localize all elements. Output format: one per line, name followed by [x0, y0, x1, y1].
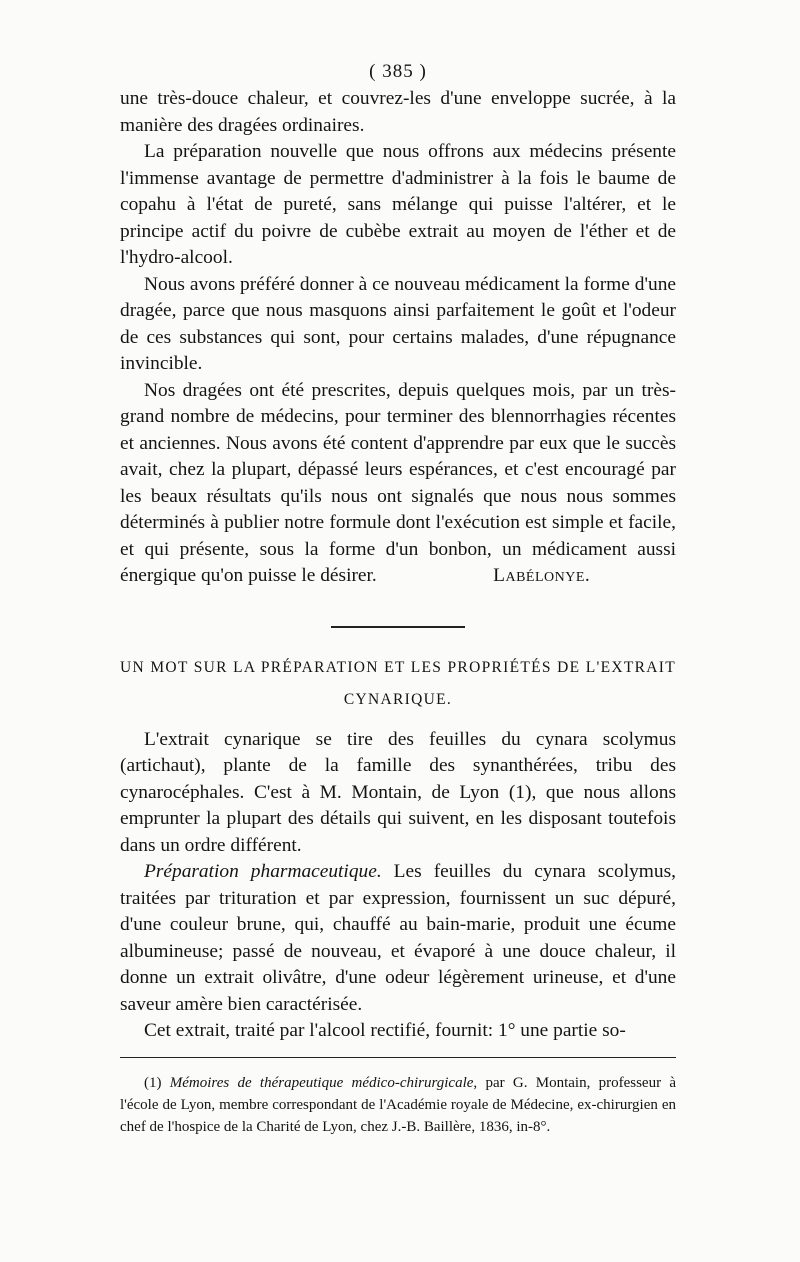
section-divider [331, 626, 465, 628]
paragraph-text: Les feuilles du cynara scolymus, traitées par trituration et par expression, fournissent un suc dépuré, d'une couleur brune, qui, chauffé au bain-marie, produit une écume albumineuse; passé de nouveau, et évaporé à une douce chaleur, il donne un extrait olivâtre, d'une odeur légèrement urineuse, et d'une saveur amère bien caractérisée. [120, 861, 676, 1015]
footnote-divider [120, 1057, 676, 1058]
section-title-continued: CYNARIQUE. [343, 690, 453, 708]
footnote [120, 1072, 676, 1138]
footnote-marker: (1) [144, 1074, 170, 1091]
paragraph: Nous avons préféré donner à ce nouveau médicament la forme d'une dragée, parce que nous masquons ainsi parfaitement le goût et l'odeur de ces substances qui sont, pour certains malades, d'une répugnance invincible. [120, 273, 676, 374]
paragraph: une très-douce chaleur, et couvrez-les d'une enveloppe sucrée, à la manière des dragées ordinaires. [120, 88, 676, 136]
paragraph-text: Nos dragées ont été prescrites, depuis quelques mois, par un très-grand nombre de médecins, pour terminer des blennorrhagies récentes et anciennes. Nous avons été content d'apprendre par eux que le succès avait, chez la plupart, dépassé leurs espérances, et c'est encouragé par les beaux résultats qu'ils nous ont signalés que nous nous sommes déterminés à publier notre formule dont l'exécution est simple et facile, et qui présente, sous la forme d'un bonbon, un médicament aussi énergique qu'on puisse le désirer. [120, 379, 676, 586]
paragraph-lead: Préparation pharmaceutique. [144, 861, 382, 882]
paragraph: L'extrait cynarique se tire des feuilles du cynara scolymus (artichaut), plante de la famille des synanthérées, tribu des cynarocéphales. C'est à M. Montain, de Lyon (1), que nous allons emprunter la plupart des détails qui suivent, en les disposant toutefois dans un ordre différent. [120, 728, 676, 856]
section-title: UN MOT SUR LA PRÉPARATION ET LES PROPRIÉTÉS DE L'EXTRAIT [120, 658, 676, 676]
footnote-text: , par G. Montain, professeur à l'école de Lyon, membre correspondant de l'Académie royale de Médecine, ex-chirurgien en chef de l'hospice de la Charité de Lyon, chez J.-B. Baillère, 1836, in-8°. [120, 1074, 677, 1135]
paragraph: La préparation nouvelle que nous offrons aux médecins présente l'immense avantage de permettre d'administrer à la fois le baume de copahu à l'état de pureté, sans mélange qui puisse l'altérer, et le principe actif du poivre de cubèbe extrait au moyen de l'éther et de l'hydro-alcool. [120, 141, 676, 268]
section-body [120, 727, 676, 1045]
footnote-title: Mémoires de thérapeutique médico-chirurgicale [169, 1074, 474, 1091]
page [120, 58, 676, 1138]
paragraph [120, 859, 676, 1018]
author-signature: Labélonye. [493, 565, 591, 586]
page-number: ( 385 ) [369, 61, 427, 82]
article-body [120, 86, 676, 590]
paragraph [120, 378, 676, 590]
paragraph: Cet extrait, traité par l'alcool rectifié, fournit: 1° une partie so- [144, 1020, 626, 1041]
